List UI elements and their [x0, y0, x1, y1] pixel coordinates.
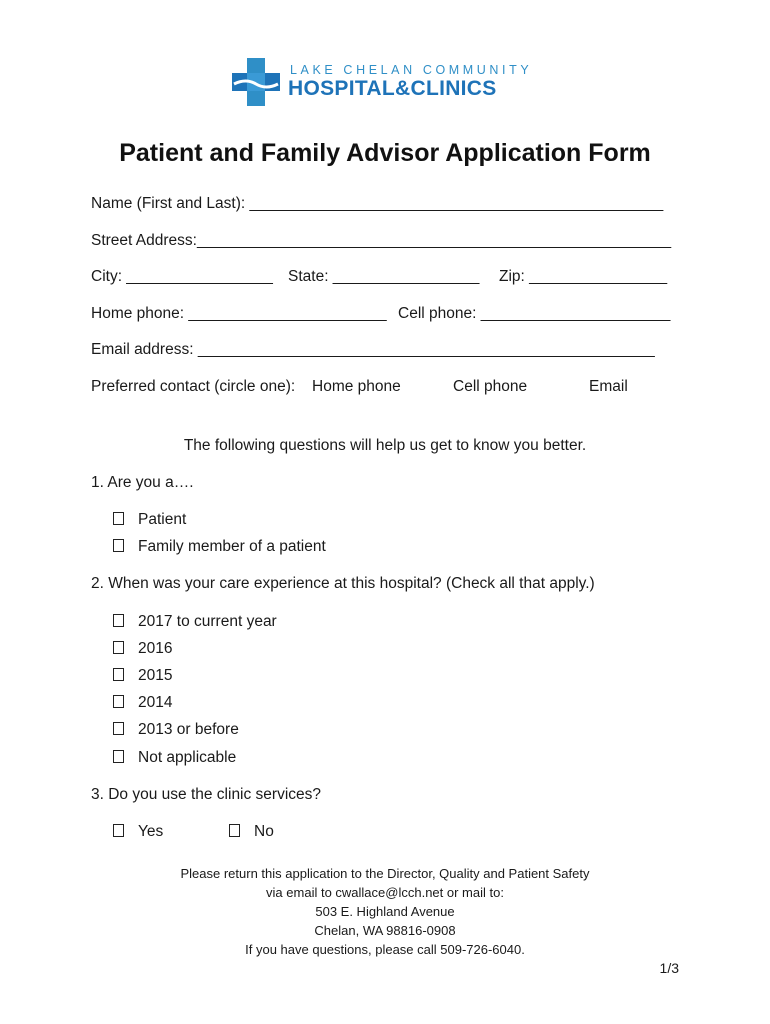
- question-1: 1. Are you a….: [91, 474, 194, 491]
- checkbox-icon[interactable]: [113, 641, 124, 654]
- city-field[interactable]: City: _________________: [91, 268, 273, 285]
- q3-option-yes[interactable]: Yes: [113, 823, 163, 841]
- intro-text: The following questions will help us get to know you better.: [183, 437, 587, 454]
- cell-phone-field[interactable]: Cell phone: ______________________: [398, 305, 671, 322]
- checkbox-icon[interactable]: [113, 539, 124, 552]
- checkbox-icon[interactable]: [229, 824, 240, 837]
- return-instructions: [0, 864, 770, 959]
- footer-line-street: 503 E. Highland Avenue: [315, 904, 455, 919]
- page-title: Patient and Family Advisor Application Form: [119, 139, 651, 167]
- state-field[interactable]: State: _________________: [288, 268, 480, 285]
- q3-option-no[interactable]: No: [229, 823, 274, 841]
- name-field[interactable]: Name (First and Last): ________________________________________________: [91, 195, 664, 212]
- q1-option-patient[interactable]: Patient: [113, 511, 186, 529]
- contact-option-home-phone[interactable]: Home phone: [312, 378, 401, 395]
- q2-option-2016[interactable]: 2016: [113, 640, 172, 658]
- checkbox-icon[interactable]: [113, 824, 124, 837]
- contact-option-cell-phone[interactable]: Cell phone: [453, 378, 528, 395]
- zip-field[interactable]: Zip: ________________: [499, 268, 668, 285]
- contact-option-email[interactable]: Email: [589, 378, 628, 395]
- footer-line-director: Please return this application to the Director, Quality and Patient Safety: [180, 866, 590, 881]
- footer-line-phone: If you have questions, please call 509-726-6040.: [245, 942, 525, 957]
- home-phone-field[interactable]: Home phone: _______________________: [91, 305, 387, 322]
- q2-option-2015[interactable]: 2015: [113, 667, 172, 685]
- q2-option-2017-current[interactable]: 2017 to current year: [113, 613, 277, 631]
- checkbox-icon[interactable]: [113, 722, 124, 735]
- q2-option-not-applicable[interactable]: Not applicable: [113, 749, 236, 767]
- preferred-contact-label: Preferred contact (circle one):: [91, 378, 296, 395]
- checkbox-icon[interactable]: [113, 750, 124, 763]
- q2-option-2014[interactable]: 2014: [113, 694, 172, 712]
- footer-line-city: Chelan, WA 98816-0908: [314, 923, 456, 938]
- checkbox-icon[interactable]: [113, 668, 124, 681]
- q1-option-family-member[interactable]: Family member of a patient: [113, 538, 326, 556]
- logo-line2: HOSPITAL&CLINICS: [288, 77, 497, 100]
- q2-option-2013-or-before[interactable]: 2013 or before: [113, 721, 239, 739]
- footer-line-email: via email to cwallace@lcch.net or mail to:: [266, 885, 504, 900]
- email-field[interactable]: Email address: _____________________________________________________: [91, 341, 655, 358]
- logo-line1: LAKE CHELAN COMMUNITY: [290, 63, 533, 77]
- hospital-logo: [232, 58, 542, 108]
- checkbox-icon[interactable]: [113, 614, 124, 627]
- page-number: 1/3: [659, 960, 679, 976]
- medical-cross-icon: [232, 58, 280, 106]
- checkbox-icon[interactable]: [113, 512, 124, 525]
- checkbox-icon[interactable]: [113, 695, 124, 708]
- question-2: 2. When was your care experience at this hospital? (Check all that apply.): [91, 575, 595, 592]
- question-3: 3. Do you use the clinic services?: [91, 786, 322, 803]
- street-address-field[interactable]: Street Address:_______________________________________________________: [91, 232, 672, 249]
